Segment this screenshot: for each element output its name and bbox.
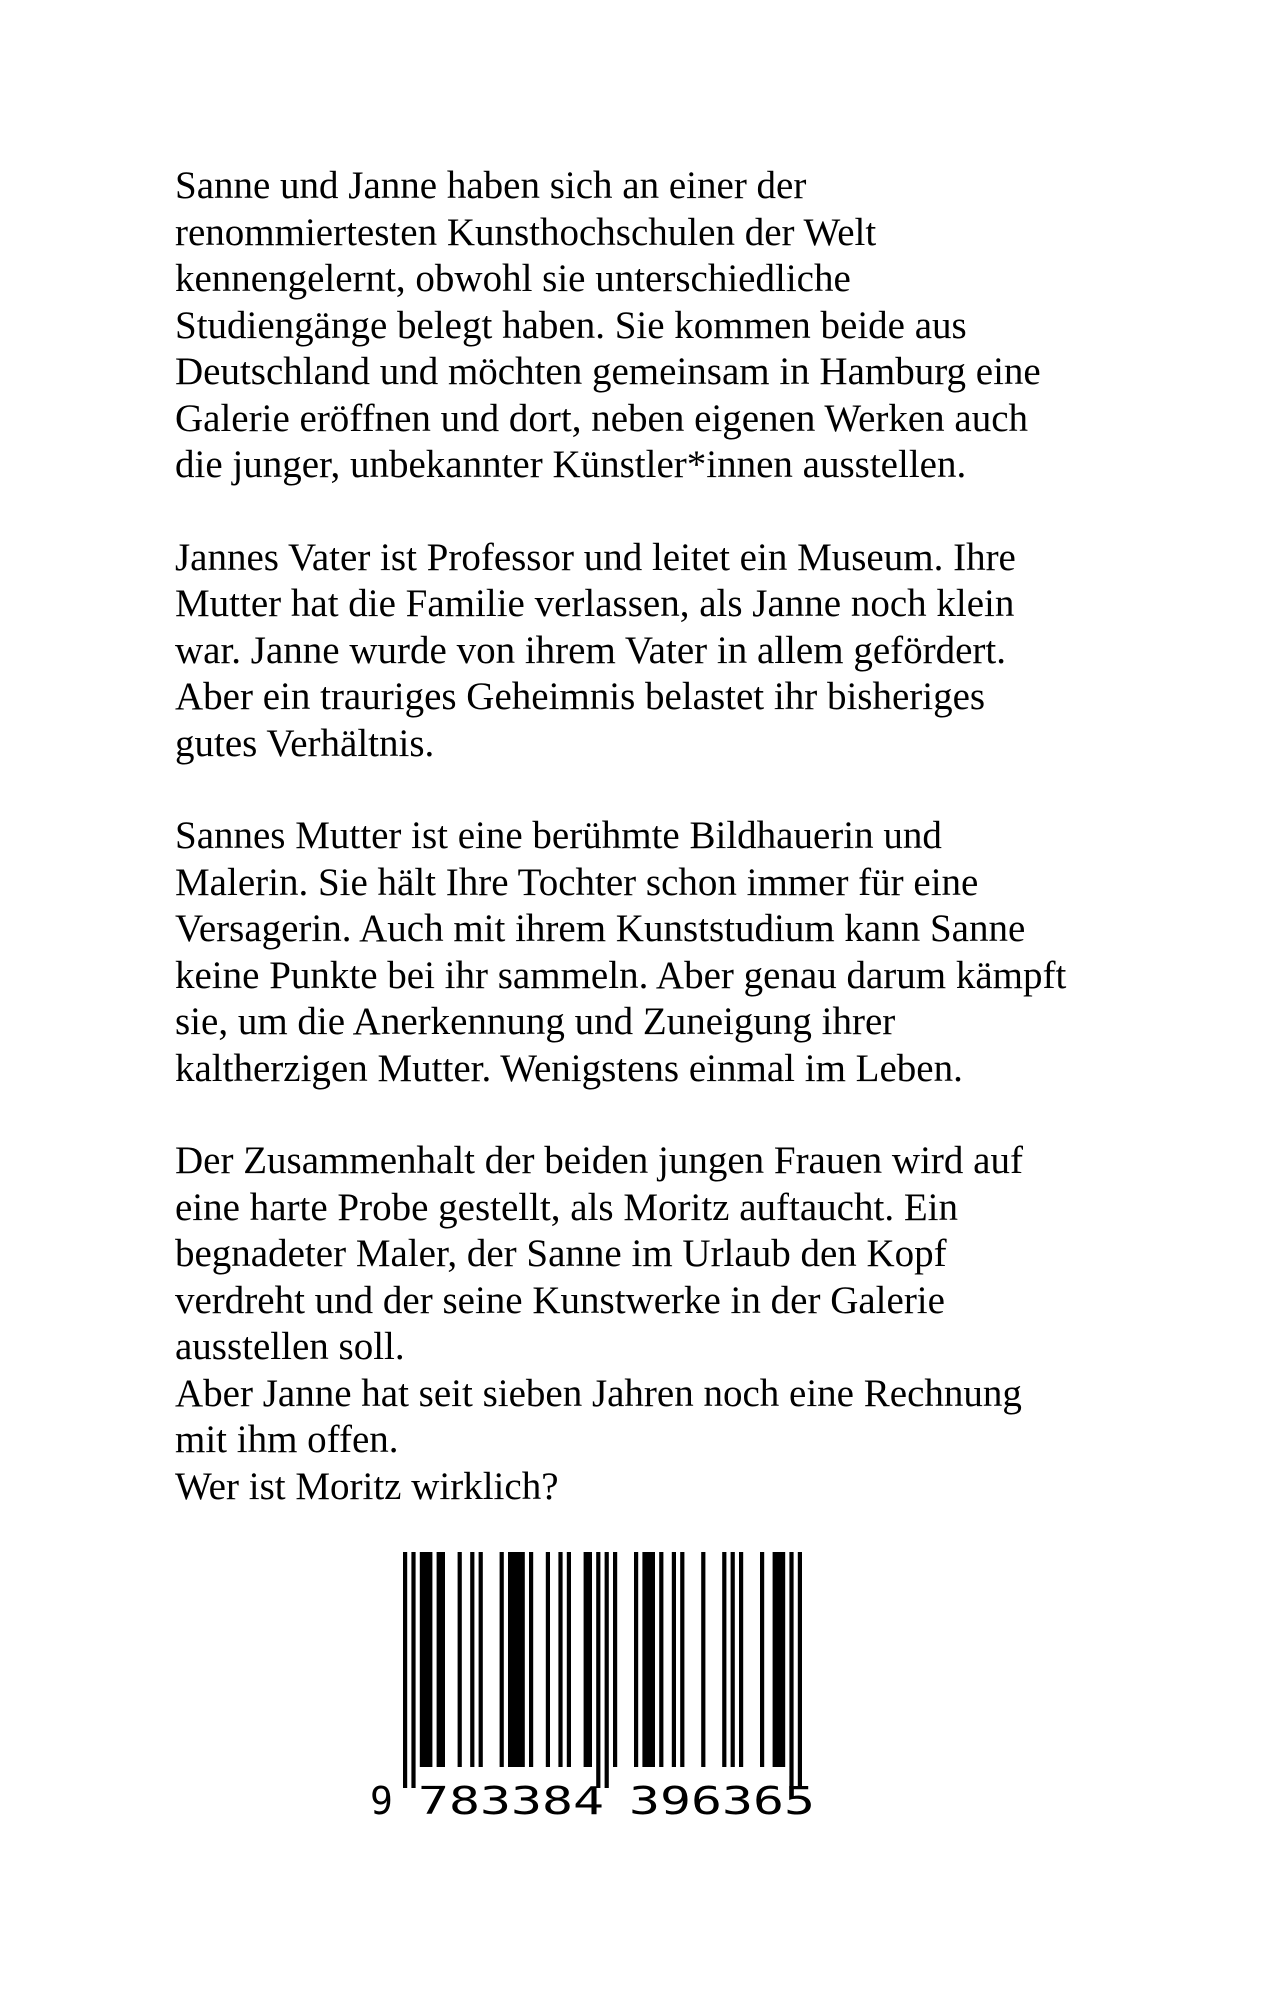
text-line: Sannes Mutter ist eine berühmte Bildhauerin und: [175, 814, 942, 857]
barcode-bar: [470, 1552, 474, 1767]
barcode-guard-bar: [605, 1552, 609, 1788]
text-line: Aber Janne hat seit sieben Jahren noch eine Rechnung: [175, 1371, 1022, 1415]
paragraph-sanne: [175, 813, 1105, 1092]
text-line: Studiengänge belegt haben. Sie kommen beide aus: [175, 303, 967, 347]
barcode-bar: [701, 1552, 705, 1767]
barcode-bar: [642, 1552, 655, 1767]
paragraph-janne: [175, 535, 1105, 768]
text-line: Galerie eröffnen und dort, neben eigenen Werken auch: [175, 396, 1029, 440]
barcode-right-digits: 396365: [629, 1779, 815, 1822]
paragraph-intro: [175, 163, 1105, 489]
barcode-guard-bar: [596, 1552, 600, 1788]
barcode-bar: [659, 1552, 663, 1767]
barcode-guard-bar: [403, 1552, 407, 1788]
text-line: sie, um die Anerkennung und Zuneigung ihrer: [175, 1000, 896, 1043]
text-line: Aber ein trauriges Geheimnis belastet ihr bisheriges: [175, 675, 986, 718]
barcode-bar: [508, 1552, 525, 1767]
text-line: Mutter hat die Familie verlassen, als Janne noch klein: [175, 582, 1015, 625]
text-line: Jannes Vater ist Professor und leitet ein Museum. Ihre: [175, 535, 1016, 579]
barcode-bar: [634, 1552, 638, 1767]
barcode-guard-bar: [798, 1552, 802, 1788]
barcode-bar: [529, 1552, 533, 1767]
barcode-bar: [613, 1552, 617, 1767]
blurb-text: [175, 163, 1105, 1510]
text-line: eine harte Probe gestellt, als Moritz auftaucht. Ein: [175, 1185, 958, 1229]
barcode-lead-digit: 9: [370, 1779, 393, 1822]
barcode-bar: [672, 1552, 676, 1767]
text-line: begnadeter Maler, der Sanne im Urlaub den Kopf: [175, 1232, 947, 1275]
barcode-bar: [739, 1552, 743, 1767]
barcode-guard-bar: [411, 1552, 415, 1788]
text-line: Der Zusammenhalt der beiden jungen Frauen wird auf: [175, 1139, 1023, 1182]
text-line: Versagerin. Auch mit ihrem Kunststudium kann Sanne: [175, 907, 1026, 950]
text-line: kaltherzigen Mutter. Wenigstens einmal im Leben.: [175, 1046, 963, 1090]
barcode-bar: [722, 1552, 726, 1767]
barcode-bar: [500, 1552, 504, 1767]
barcode-bar: [437, 1552, 445, 1767]
barcode-bar: [558, 1552, 562, 1767]
barcode-bar: [773, 1552, 786, 1767]
text-line: kennengelernt, obwohl sie unterschiedliche: [175, 257, 851, 300]
barcode-bar: [584, 1552, 592, 1767]
text-line: renommiertesten Kunsthochschulen der Welt: [175, 210, 877, 254]
paragraph-rechnung: [175, 1371, 1105, 1464]
barcode-bar: [420, 1552, 433, 1767]
barcode-bar: [760, 1552, 764, 1767]
text-line: Malerin. Sie hält Ihre Tochter schon immer für eine: [175, 860, 979, 904]
barcode-bar: [458, 1552, 462, 1767]
paragraph-question: [175, 1464, 1105, 1511]
barcode-guard-bar: [789, 1552, 793, 1788]
paragraph-moritz: [175, 1138, 1105, 1371]
barcode-bars: [403, 1552, 802, 1788]
barcode-bar: [680, 1552, 684, 1767]
text-line: mit ihm offen.: [175, 1418, 399, 1461]
text-line: Deutschland und möchten gemeinsam in Hamburg eine: [175, 350, 1041, 393]
isbn-barcode: [368, 1552, 888, 1822]
text-line: keine Punkte bei ihr sammeln. Aber genau darum kämpft: [175, 953, 1067, 997]
text-line: gutes Verhältnis.: [175, 721, 435, 765]
text-line: Sanne und Janne haben sich an einer der: [175, 164, 807, 207]
barcode-bar: [479, 1552, 483, 1767]
text-line: Wer ist Moritz wirklich?: [175, 1464, 559, 1508]
barcode-left-digits: 783384: [418, 1779, 604, 1822]
barcode-bar: [546, 1552, 550, 1767]
barcode-bar: [567, 1552, 571, 1767]
text-line: die junger, unbekannter Künstler*innen ausstellen.: [175, 443, 967, 486]
barcode-graphic: [368, 1552, 888, 1822]
barcode-bar: [731, 1552, 735, 1767]
text-line: war. Janne wurde von ihrem Vater in allem gefördert.: [175, 628, 1006, 672]
text-line: ausstellen soll.: [175, 1325, 405, 1368]
text-line: verdreht und der seine Kunstwerke in der Galerie: [175, 1278, 945, 1322]
